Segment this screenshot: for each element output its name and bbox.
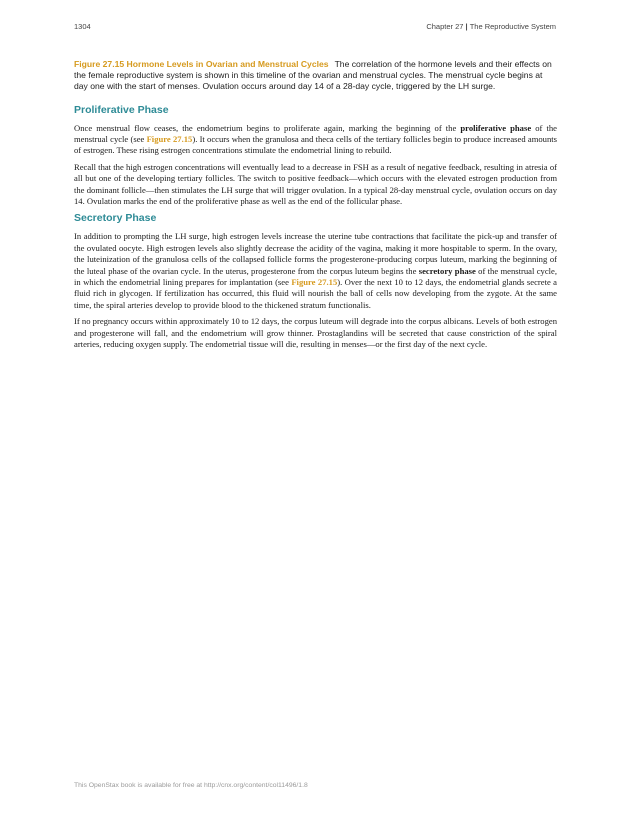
paragraph-proliferative-1 xyxy=(74,123,557,157)
figure-link[interactable]: Figure 27.15 xyxy=(291,277,338,288)
page-header xyxy=(74,22,556,34)
page-number: 1304 xyxy=(74,22,91,31)
key-term-secretory-phase: secretory phase xyxy=(418,265,476,276)
page-content xyxy=(74,59,557,356)
figure-link[interactable]: Figure 27.15 xyxy=(146,134,193,145)
key-term-proliferative-phase: proliferative phase xyxy=(460,122,532,133)
paragraph-secretory-2: If no pregnancy occurs within approximately 10 to 12 days, the corpus luteum will degrade into the corpus albicans. Levels of both estrogen and progesterone will fall, and the endometrium will grow thinner. Prostaglandins will be secreted that cause constriction of the spiral arteries, reducing oxygen supply. The endometrial tissue will die, resulting in menses—or the first day of the next cycle. xyxy=(74,316,557,350)
figure-caption-text: The correlation of the hormone levels and their effects on the female reproductive system is shown in this timeline of the ovarian and menstrual cycles. The menstrual cycle begins at day one with the start of menses. Ovulation occurs around day 14 of a 28-day cycle, triggered by the LH surge. xyxy=(74,59,552,92)
text-run: ). Over the next 10 to 12 days, the endometrial glands secrete a fluid rich in glycogen. If fertilization has occurred, this fluid will nourish the ball of cells now developing from the zygote. At the same time, the spiral arteries develop to provide blood to the thickened stratum functionalis. xyxy=(74,277,557,310)
figure-caption-title: Figure 27.15 Hormone Levels in Ovarian and Menstrual Cycles xyxy=(74,59,329,69)
chapter-title: The Reproductive System xyxy=(469,22,556,31)
text-run: of the menstrual cycle (see xyxy=(74,122,557,145)
section-heading-secretory: Secretory Phase xyxy=(74,212,157,225)
header-separator: | xyxy=(463,22,470,31)
paragraph-proliferative-2: Recall that the high estrogen concentrations will eventually lead to a decrease in FSH as a result of negative feedback, resulting in atresia of all but one of the developing tertiary follicles. The switch to positive feedback—which occurs with the elevated estrogen production from the dominant follicle—then stimulates the LH surge that will trigger ovulation. In a typical 28-day menstrual cycle, ovulation occurs on day 14. Ovulation marks the end of the proliferative phase as well as the end of the follicular phase. xyxy=(74,161,557,207)
paragraph-secretory-1 xyxy=(74,231,557,311)
figure-caption xyxy=(74,59,557,93)
text-run: ). It occurs when the granulosa and theca cells of the tertiary follicles begin to produce increased amounts of estrogen. These rising estrogen concentrations stimulate the endometrial lining to rebuild. xyxy=(74,134,557,156)
text-run: of the menstrual cycle, in which the endometrial lining prepares for implantation (see xyxy=(74,265,557,288)
text-run: In addition to prompting the LH surge, high estrogen levels increase the uterine tube contractions that facilitate the pick-up and transfer of the ovulated oocyte. High estrogen levels also slightly decrease the acidity of the vagina, making it more hospitable to sperm. In the ovary, the luteinization of the granulosa cells of the collapsed follicle forms the progesterone-producing corpus luteum, marking the beginning of the luteal phase of the ovarian cycle. In the uterus, progesterone from the corpus luteum begins the xyxy=(74,231,557,276)
page-footer: This OpenStax book is available for free at http://cnx.org/content/col11496/1.8 xyxy=(74,782,308,789)
section-heading-proliferative: Proliferative Phase xyxy=(74,103,169,116)
chapter-label: Chapter 27 xyxy=(426,22,464,31)
text-run: Once menstrual flow ceases, the endometrium begins to proliferate again, marking the beginning of the xyxy=(74,122,461,133)
chapter-heading xyxy=(426,22,556,31)
